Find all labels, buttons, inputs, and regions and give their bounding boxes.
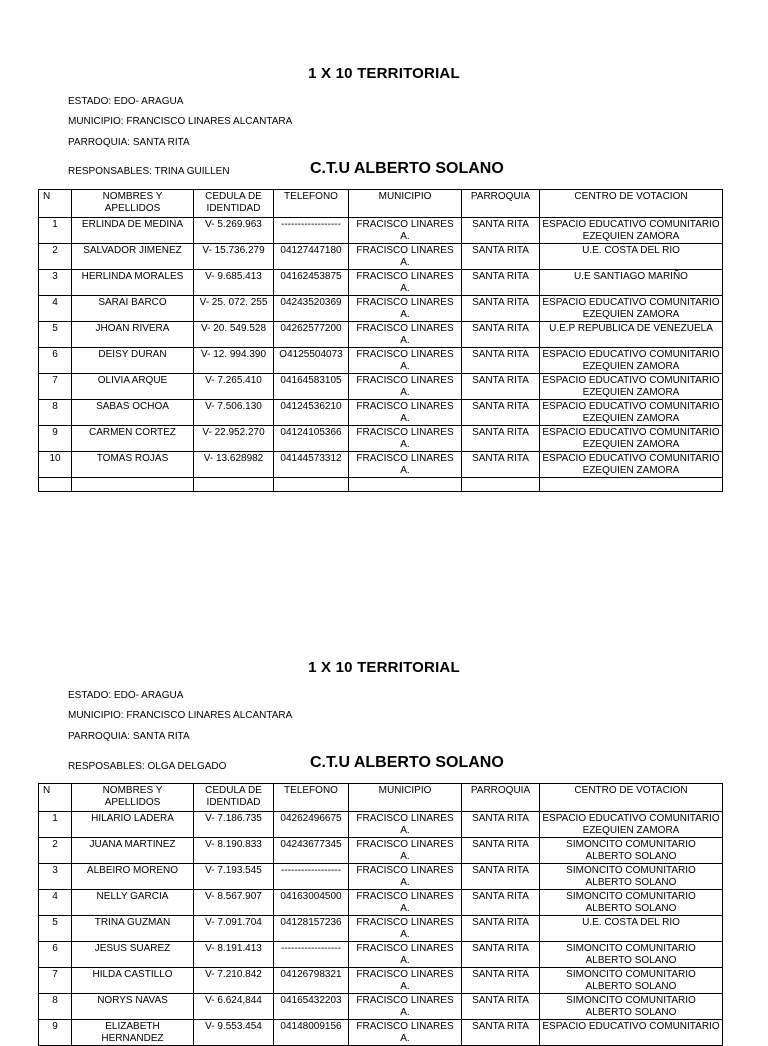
col-centro-cell: ESPACIO EDUCATIVO COMUNITARIO EZEQUIEN ZAMORA	[540, 348, 723, 374]
col-nombres-cell: JUANA MARTINEZ	[72, 838, 194, 864]
col-centro-cell: ESPACIO EDUCATIVO COMUNITARIO	[540, 1020, 723, 1046]
col-nombres-cell: JHOAN RIVERA	[72, 322, 194, 348]
col-nombres-cell: SARAI BARCO	[72, 296, 194, 322]
estado-label: ESTADO: EDO- ARAGUA	[68, 690, 184, 701]
col-n-cell: 3	[39, 270, 72, 296]
col-parroquia-cell: SANTA RITA	[462, 348, 540, 374]
col-nombres-cell: ELIZABETH HERNANDEZ	[72, 1020, 194, 1046]
header-col-nombres: NOMBRES Y APELLIDOS	[72, 784, 194, 812]
col-cedula-cell: V- 7.193.545	[194, 864, 274, 890]
col-centro-cell: U.E. COSTA DEL RIO	[540, 916, 723, 942]
col-n-cell: 1	[39, 812, 72, 838]
col-telefono-cell: O4125504073	[274, 348, 349, 374]
col-cedula-cell: V- 12. 994.390	[194, 348, 274, 374]
col-nombres-cell: JESUS SUAREZ	[72, 942, 194, 968]
col-municipio-cell: FRACISCO LINARES A.	[349, 994, 462, 1020]
col-cedula-cell: V- 15.736.279	[194, 244, 274, 270]
table-header-row	[39, 784, 723, 812]
col-cedula-cell: V- 8.190.833	[194, 838, 274, 864]
col-telefono-cell: 04127447180	[274, 244, 349, 270]
col-parroquia-cell: SANTA RITA	[462, 244, 540, 270]
section-title: 1 X 10 TERRITORIAL	[308, 65, 460, 82]
col-cedula-cell: V- 5.269.963	[194, 218, 274, 244]
col-cedula-cell: V- 7.091.704	[194, 916, 274, 942]
header-col-n: N	[39, 784, 72, 812]
col-telefono-cell: 04243677345	[274, 838, 349, 864]
header-col-municipio: MUNICIPIO	[349, 784, 462, 812]
col-parroquia-cell: SANTA RITA	[462, 916, 540, 942]
estado-label: ESTADO: EDO- ARAGUA	[68, 96, 184, 107]
col-parroquia-cell: SANTA RITA	[462, 812, 540, 838]
col-parroquia-cell: SANTA RITA	[462, 890, 540, 916]
responsables-label: RESPOSABLES: OLGA DELGADO	[68, 761, 227, 772]
header-col-municipio: MUNICIPIO	[349, 190, 462, 218]
col-municipio-cell: FRACISCO LINARES A.	[349, 812, 462, 838]
col-cedula-cell: V- 7.506.130	[194, 400, 274, 426]
col-telefono-cell: 04164583105	[274, 374, 349, 400]
col-municipio-cell: FRACISCO LINARES A.	[349, 244, 462, 270]
col-cedula-cell: V- 8.567.907	[194, 890, 274, 916]
col-parroquia-cell: SANTA RITA	[462, 400, 540, 426]
col-centro-cell: ESPACIO EDUCATIVO COMUNITARIO EZEQUIEN ZAMORA	[540, 218, 723, 244]
col-centro-cell: ESPACIO EDUCATIVO COMUNITARIO EZEQUIEN ZAMORA	[540, 452, 723, 478]
col-parroquia-cell: SANTA RITA	[462, 296, 540, 322]
table-row	[39, 864, 723, 890]
col-cedula-cell: V- 8.191.413	[194, 942, 274, 968]
col-cedula-cell: V- 7.265.410	[194, 374, 274, 400]
col-nombres-cell: HILARIO LADERA	[72, 812, 194, 838]
col-parroquia-cell: SANTA RITA	[462, 452, 540, 478]
col-telefono-cell: 04144573312	[274, 452, 349, 478]
col-municipio-cell: FRACISCO LINARES A.	[349, 322, 462, 348]
col-telefono-cell: ------------------	[274, 218, 349, 244]
col-parroquia-cell: SANTA RITA	[462, 426, 540, 452]
col-n-cell: 3	[39, 864, 72, 890]
header-col-parroquia: PARROQUIA	[462, 784, 540, 812]
header-col-centro: CENTRO DE VOTACION	[540, 190, 723, 218]
col-nombres-cell: CARMEN CORTEZ	[72, 426, 194, 452]
col-telefono-cell: 04262496675	[274, 812, 349, 838]
table-row	[39, 916, 723, 942]
col-n-cell: 8	[39, 994, 72, 1020]
municipio-label: MUNICIPIO: FRANCISCO LINARES ALCANTARA	[68, 116, 293, 127]
municipio-label: MUNICIPIO: FRANCISCO LINARES ALCANTARA	[68, 710, 293, 721]
parroquia-label: PARROQUIA: SANTA RITA	[68, 137, 190, 148]
col-centro-cell: SIMONCITO COMUNITARIO ALBERTO SOLANO	[540, 994, 723, 1020]
col-parroquia-cell: SANTA RITA	[462, 994, 540, 1020]
header-col-centro: CENTRO DE VOTACION	[540, 784, 723, 812]
col-centro-cell: ESPACIO EDUCATIVO COMUNITARIO EZEQUIEN ZAMORA	[540, 400, 723, 426]
col-municipio-cell: FRACISCO LINARES A.	[349, 890, 462, 916]
col-centro-cell: SIMONCITO COMUNITARIO ALBERTO SOLANO	[540, 838, 723, 864]
col-cedula-cell: V- 22.952.270	[194, 426, 274, 452]
table-row	[39, 1020, 723, 1046]
col-parroquia-cell: SANTA RITA	[462, 270, 540, 296]
col-parroquia-cell: SANTA RITA	[462, 1020, 540, 1046]
col-cedula-cell: V- 9.553.454	[194, 1020, 274, 1046]
header-col-nombres: NOMBRES Y APELLIDOS	[72, 190, 194, 218]
col-n-cell: 2	[39, 838, 72, 864]
col-parroquia-cell: SANTA RITA	[462, 374, 540, 400]
col-nombres-cell: TOMAS ROJAS	[72, 452, 194, 478]
col-cedula-cell: V- 9.685.413	[194, 270, 274, 296]
col-municipio-cell: FRACISCO LINARES A.	[349, 864, 462, 890]
col-nombres-cell: HERLINDA MORALES	[72, 270, 194, 296]
col-centro-cell: U.E.P REPUBLICA DE VENEZUELA	[540, 322, 723, 348]
col-municipio-cell: FRACISCO LINARES A.	[349, 400, 462, 426]
col-n-cell: 5	[39, 322, 72, 348]
header-col-parroquia: PARROQUIA	[462, 190, 540, 218]
col-n-cell: 8	[39, 400, 72, 426]
col-parroquia-cell: SANTA RITA	[462, 322, 540, 348]
col-telefono-cell: 04124105366	[274, 426, 349, 452]
col-centro-cell: SIMONCITO COMUNITARIO ALBERTO SOLANO	[540, 942, 723, 968]
col-centro-cell: ESPACIO EDUCATIVO COMUNITARIO EZEQUIEN ZAMORA	[540, 296, 723, 322]
col-municipio-cell: FRACISCO LINARES A.	[349, 270, 462, 296]
col-n-cell: 9	[39, 426, 72, 452]
table-row	[39, 942, 723, 968]
col-nombres-cell: SABAS OCHOA	[72, 400, 194, 426]
ctu-heading: C.T.U ALBERTO SOLANO	[310, 160, 504, 177]
table-row	[39, 838, 723, 864]
col-cedula-cell: V- 25. 072. 255	[194, 296, 274, 322]
col-cedula-cell: V- 7.186.735	[194, 812, 274, 838]
header-col-n: N	[39, 190, 72, 218]
col-centro-cell: SIMONCITO COMUNITARIO ALBERTO SOLANO	[540, 968, 723, 994]
col-telefono-cell: 04126798321	[274, 968, 349, 994]
col-centro-cell: U.E SANTIAGO MARIÑO	[540, 270, 723, 296]
header-col-telefono: TELEFONO	[274, 784, 349, 812]
col-telefono-cell: 04243520369	[274, 296, 349, 322]
col-n-cell: 4	[39, 890, 72, 916]
col-n-cell: 7	[39, 968, 72, 994]
col-municipio-cell: FRACISCO LINARES A.	[349, 916, 462, 942]
table-row	[39, 812, 723, 838]
col-municipio-cell: FRACISCO LINARES A.	[349, 374, 462, 400]
col-telefono-cell: 04162453875	[274, 270, 349, 296]
header-col-cedula: CEDULA DE IDENTIDAD	[194, 784, 274, 812]
col-telefono-cell: ------------------	[274, 864, 349, 890]
col-municipio-cell: FRACISCO LINARES A.	[349, 348, 462, 374]
col-centro-cell: ESPACIO EDUCATIVO COMUNITARIO EZEQUIEN ZAMORA	[540, 374, 723, 400]
ctu-heading: C.T.U ALBERTO SOLANO	[310, 754, 504, 771]
col-municipio-cell: FRACISCO LINARES A.	[349, 838, 462, 864]
col-centro-cell: SIMONCITO COMUNITARIO ALBERTO SOLANO	[540, 890, 723, 916]
parroquia-label: PARROQUIA: SANTA RITA	[68, 731, 190, 742]
col-telefono-cell: 04148009156	[274, 1020, 349, 1046]
col-centro-cell: ESPACIO EDUCATIVO COMUNITARIO EZEQUIEN ZAMORA	[540, 812, 723, 838]
col-telefono-cell: ------------------	[274, 942, 349, 968]
section-title: 1 X 10 TERRITORIAL	[308, 659, 460, 676]
col-parroquia-cell: SANTA RITA	[462, 864, 540, 890]
col-parroquia-cell: SANTA RITA	[462, 968, 540, 994]
col-municipio-cell: FRACISCO LINARES A.	[349, 1020, 462, 1046]
col-n-cell: 7	[39, 374, 72, 400]
col-n-cell: 1	[39, 218, 72, 244]
col-telefono-cell: 04128157236	[274, 916, 349, 942]
col-n-cell: 5	[39, 916, 72, 942]
col-n-cell: 2	[39, 244, 72, 270]
col-nombres-cell: SALVADOR JIMENEZ	[72, 244, 194, 270]
table-row	[39, 994, 723, 1020]
col-cedula-cell: V- 6.624,844	[194, 994, 274, 1020]
table-row	[39, 890, 723, 916]
col-municipio-cell: FRACISCO LINARES A.	[349, 426, 462, 452]
col-n-cell: 4	[39, 296, 72, 322]
col-n-cell: 6	[39, 942, 72, 968]
col-municipio-cell: FRACISCO LINARES A.	[349, 296, 462, 322]
col-nombres-cell: OLIVIA ARQUE	[72, 374, 194, 400]
col-municipio-cell: FRACISCO LINARES A.	[349, 218, 462, 244]
col-nombres-cell: ALBEIRO MORENO	[72, 864, 194, 890]
col-nombres-cell: DEISY DURAN	[72, 348, 194, 374]
registry-table	[38, 783, 723, 1046]
col-nombres-cell: TRINA GUZMAN	[72, 916, 194, 942]
col-municipio-cell: FRACISCO LINARES A.	[349, 942, 462, 968]
col-centro-cell: ESPACIO EDUCATIVO COMUNITARIO EZEQUIEN ZAMORA	[540, 426, 723, 452]
col-telefono-cell: 04163004500	[274, 890, 349, 916]
col-municipio-cell: FRACISCO LINARES A.	[349, 968, 462, 994]
col-parroquia-cell: SANTA RITA	[462, 942, 540, 968]
col-telefono-cell: 04262577200	[274, 322, 349, 348]
table-row	[39, 968, 723, 994]
col-cedula-cell: V- 20. 549.528	[194, 322, 274, 348]
col-telefono-cell: 04124536210	[274, 400, 349, 426]
col-nombres-cell: HILDA CASTILLO	[72, 968, 194, 994]
col-nombres-cell: NELLY GARCIA	[72, 890, 194, 916]
responsables-label: RESPONSABLES: TRINA GUILLEN	[68, 166, 230, 177]
col-telefono-cell: 04165432203	[274, 994, 349, 1020]
col-centro-cell: SIMONCITO COMUNITARIO ALBERTO SOLANO	[540, 864, 723, 890]
col-n-cell: 10	[39, 452, 72, 478]
col-centro-cell: U.E. COSTA DEL RIO	[540, 244, 723, 270]
col-n-cell: 6	[39, 348, 72, 374]
header-col-cedula: CEDULA DE IDENTIDAD	[194, 190, 274, 218]
col-n-cell: 9	[39, 1020, 72, 1046]
col-municipio-cell: FRACISCO LINARES A.	[349, 452, 462, 478]
col-parroquia-cell: SANTA RITA	[462, 838, 540, 864]
col-parroquia-cell: SANTA RITA	[462, 218, 540, 244]
col-cedula-cell: V- 7.210.842	[194, 968, 274, 994]
col-nombres-cell: NORYS NAVAS	[72, 994, 194, 1020]
header-col-telefono: TELEFONO	[274, 190, 349, 218]
col-cedula-cell: V- 13.628982	[194, 452, 274, 478]
col-nombres-cell: ERLINDA DE MEDINA	[72, 218, 194, 244]
